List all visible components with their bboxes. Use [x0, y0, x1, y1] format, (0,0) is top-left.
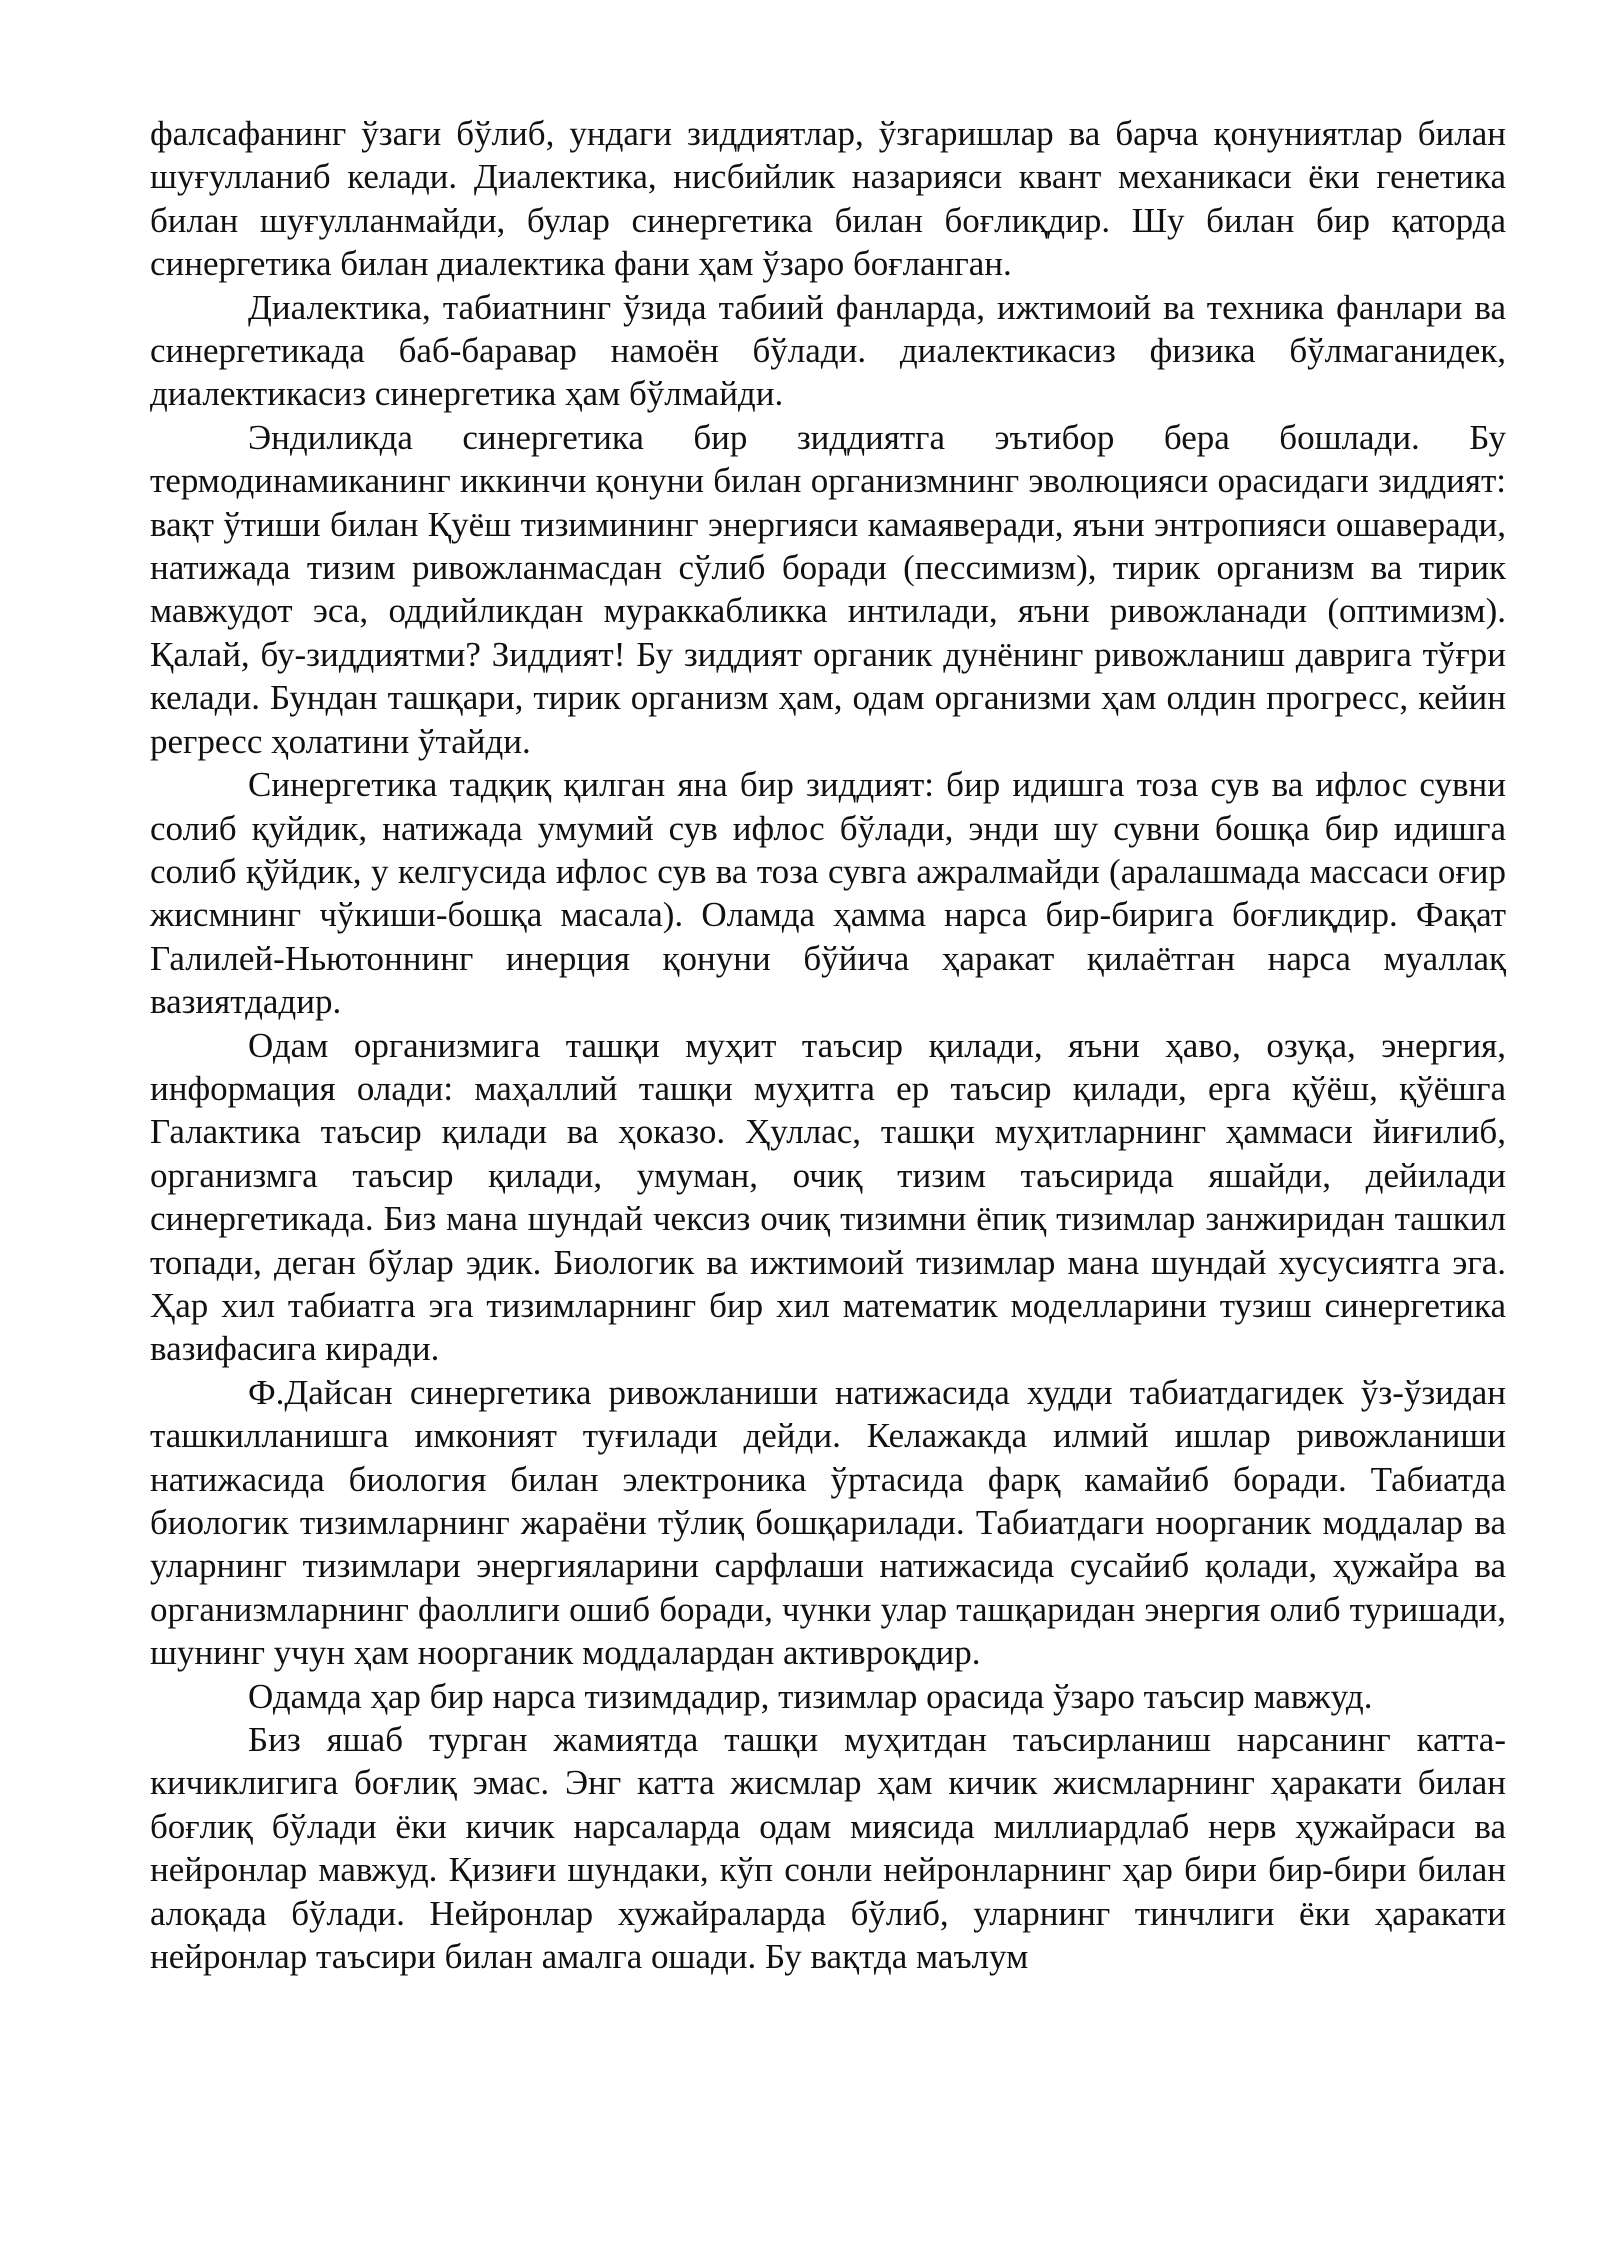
paragraph-1: фалсафанинг ўзаги бўлиб, ундаги зиддиятлар, ўзгаришлар ва барча қонуниятлар билан шуғулланиб келади. Диалектика, нисбийлик назарияси квант механикаси ёки генетика билан шуғулланмайди, булар синергетика билан боғлиқдир. Шу билан бир қаторда синергетика билан диалектика фани ҳам ўзаро боғланган. — [150, 114, 1506, 284]
paragraph-4: Синергетика тадқиқ қилган яна бир зиддият: бир идишга тоза сув ва ифлос сувни солиб қуйдик, натижада умумий сув ифлос бўлади, энди шу сувни бошқа бир идишга солиб қўйдик, у келгусида ифлос сув ва тоза сувга ажралмайди (аралашмада массаси оғир жисмнинг чўкиши-бошқа масала). Оламда ҳамма нарса бир-бирига боғлиқдир. Фақат Галилей-Ньютоннинг инерция қонуни бўйича ҳаракат қилаётган нарса муаллақ вазиятдадир. — [150, 765, 1506, 1022]
paragraph-8: Биз яшаб турган жамиятда ташқи муҳитдан таъсирланиш нарсанинг катта-кичиклигига боғлиқ эмас. Энг катта жисмлар ҳам кичик жисмларнинг ҳаракати билан боғлиқ бўлади ёки кичик нарсаларда одам миясида миллиардлаб нерв ҳужайраси ва нейронлар мавжуд. Қизиғи шундаки, кўп сонли нейронларнинг ҳар бири бир-бири билан алоқада бўлади. Нейронлар хужайраларда бўлиб, уларнинг тинчлиги ёки ҳаракати нейронлар таъсири билан амалга ошади. Бу вақтда маълум — [150, 1720, 1506, 1977]
paragraph-2: Диалектика, табиатнинг ўзида табиий фанларда, ижтимоий ва техника фанлари ва синергетикада баб-баравар намоён бўлади. диалектикасиз физика бўлмаганидек, диалектикасиз синергетика ҳам бўлмайди. — [150, 287, 1506, 414]
paragraph-7: Одамда ҳар бир нарса тизимдадир, тизимлар орасида ўзаро таъсир мавжуд. — [248, 1676, 1373, 1716]
paragraph-3: Эндиликда синергетика бир зиддиятга эътибор бера бошлади. Бу термодинамиканинг иккинчи қонуни билан организмнинг эволюцияси орасидаги зиддият: вақт ўтиши билан Қуёш тизимининг энергияси камаяверади, яъни энтропияси ошаверади, натижада тизим ривожланмасдан сўлиб боради (пессимизм), тирик организм ва тирик мавжудот эса, оддийликдан мураккабликка интилади, яъни ривожланади (оптимизм). Қалай, бу-зиддиятми? Зиддият! Бу зиддият органик дунёнинг ривожланиш даврига тўғри келади. Бундан ташқари, тирик организм ҳам, одам организми ҳам олдин прогресс, кейин регресс ҳолатини ўтайди. — [150, 417, 1506, 761]
paragraph-5: Одам организмига ташқи муҳит таъсир қилади, яъни ҳаво, озуқа, энергия, информация олади: маҳаллий ташқи муҳитга ер таъсир қилади, ерга қўёш, қўёшга Галактика таъсир қилади ва ҳоказо. Ҳуллас, ташқи муҳитларнинг ҳаммаси йиғилиб, организмга таъсир қилади, умуман, очиқ тизим таъсирида яшайди, дейилади синергетикада. Биз мана шундай чексиз очиқ тизимни ёпиқ тизимлар занжиридан ташкил топади, деган бўлар эдик. Биологик ва ижтимоий тизимлар мана шундай хусусиятга эга. Ҳар хил табиатга эга тизимларнинг бир хил математик моделларини тузиш синергетика вазифасига киради. — [150, 1025, 1506, 1369]
paragraph-6: Ф.Дайсан синергетика ривожланиши натижасида худди табиатдагидек ўз-ўзидан ташкилланишга имконият туғилади дейди. Келажакда илмий ишлар ривожланиши натижасида биология билан электроника ўртасида фарқ камайиб боради. Табиатда биологик тизимларнинг жараёни тўлиқ бошқарилади. Табиатдаги ноорганик моддалар ва уларнинг тизимлари энергияларини сарфлаши натижасида сусайиб қолади, ҳужайра ва организмларнинг фаоллиги ошиб боради, чунки улар ташқаридан энергия олиб туришади, шунинг учун ҳам ноорганик моддалардан активроқдир. — [150, 1372, 1506, 1673]
document-page — [150, 112, 1506, 1978]
